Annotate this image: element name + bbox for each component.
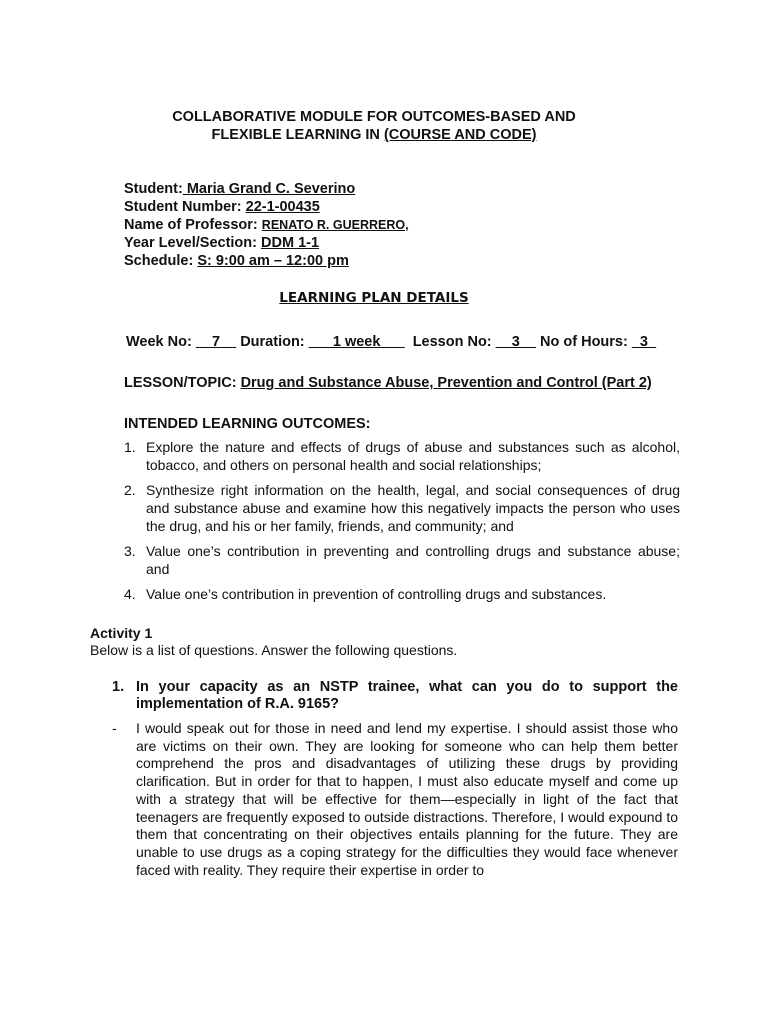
ilo-list <box>124 438 680 610</box>
ilo-item <box>124 542 680 578</box>
duration-label: Duration: <box>240 334 305 350</box>
ilo-number: 3. <box>124 543 136 559</box>
activity-instruction: Below is a list of questions. Answer the following questions. <box>90 642 458 658</box>
ilo-item <box>124 481 680 535</box>
student-number-value: 22-1-00435 <box>245 199 320 215</box>
student-number-label: Student Number: <box>124 199 242 215</box>
answer-bullet: - <box>112 720 117 736</box>
professor-row <box>124 216 409 234</box>
activity-title: Activity 1 <box>90 625 153 641</box>
ilo-text: Explore the nature and effects of drugs of abuse and substances such as alcohol, tobacco, and others on personal health and social relationships; <box>146 439 680 473</box>
year-section-label: Year Level/Section: <box>124 235 257 251</box>
year-section-row <box>124 234 409 252</box>
lesson-no-label: Lesson No: <box>412 334 492 350</box>
question-1 <box>112 679 678 713</box>
student-value: Maria Grand C. Severino <box>182 181 356 197</box>
lesson-no-value: __3__ <box>495 334 536 350</box>
answer-text: I would speak out for those in need and lend my expertise. I should assist those who are victims on their own. They are looking for someone who can help them better comprehend the pros and disadvantages of utilizing these drugs by providing clarification. But in order for that to happen, I must also educate myself and come up with a strategy that will be effective for them—especially in light of the fact that teenagers are frequently exposed to outside distractions. Therefore, I would expound to them that concentrating on their objectives entails planning for the future. They are unable to use drugs as a coping strategy for the difficulties they would face whenever faced with reality. They require their expertise in order to <box>136 720 678 878</box>
lesson-topic-label: LESSON/TOPIC: <box>124 375 237 391</box>
ilo-heading: INTENDED LEARNING OUTCOMES: <box>124 416 371 432</box>
student-info <box>124 180 409 270</box>
hours-value: _3_ <box>631 334 657 350</box>
hours-label: No of Hours: <box>540 334 628 350</box>
student-row <box>124 180 409 198</box>
lesson-topic-row <box>124 375 652 391</box>
ilo-item <box>124 585 680 603</box>
schedule-label: Schedule: <box>124 253 194 269</box>
module-title-line1: COLLABORATIVE MODULE FOR OUTCOMES-BASED AND <box>172 109 576 125</box>
ilo-item <box>124 438 680 474</box>
ilo-text: Value one’s contribution in prevention of controlling drugs and substances. <box>146 586 607 602</box>
ilo-number: 1. <box>124 439 136 455</box>
student-number-row <box>124 198 409 216</box>
ilo-number: 2. <box>124 482 136 498</box>
question-text: In your capacity as an NSTP trainee, what can you do to support the implementation of R.A. 9165? <box>136 679 678 712</box>
question-number: 1. <box>112 679 125 695</box>
lesson-topic-value: Drug and Substance Abuse, Prevention and Control (Part 2) <box>240 375 652 391</box>
schedule-row <box>124 252 409 270</box>
learning-plan-heading: LEARNING PLAN DETAILS <box>279 290 469 306</box>
year-section-value: DDM 1-1 <box>261 235 320 251</box>
week-details-row <box>126 334 656 350</box>
week-value: __7__ <box>195 334 237 350</box>
ilo-text: Synthesize right information on the health, legal, and social consequences of drug and substance abuse and examine how this negatively impacts the person who uses the drug, and his or her family, friends, and community; and <box>146 482 680 534</box>
duration-value: ___1 week___ <box>308 334 405 350</box>
module-title-line2 <box>0 126 748 144</box>
ilo-number: 4. <box>124 586 136 602</box>
week-label: Week No: <box>126 334 192 350</box>
professor-value: RENATO R. GUERRERO, <box>261 218 409 232</box>
professor-label: Name of Professor: <box>124 217 258 233</box>
answer-1 <box>112 720 678 879</box>
course-and-code: (COURSE AND CODE) <box>383 127 537 143</box>
ilo-text: Value one’s contribution in preventing and controlling drugs and substance abuse; and <box>146 543 680 577</box>
schedule-value: S: 9:00 am – 12:00 pm <box>197 253 349 269</box>
title-line2-prefix: FLEXIBLE LEARNING IN <box>211 127 384 143</box>
student-label: Student: <box>124 181 183 197</box>
